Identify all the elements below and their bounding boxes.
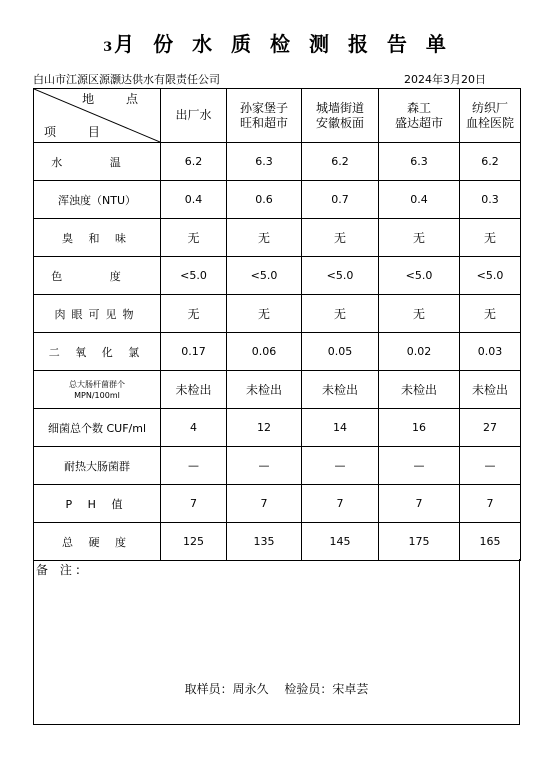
value-cell: <5.0 xyxy=(460,257,521,295)
report-date: 2024年3月20日 xyxy=(404,73,486,86)
value-cell: 12 xyxy=(227,409,302,447)
value-cell: 未检出 xyxy=(227,371,302,409)
value-cell: <5.0 xyxy=(161,257,227,295)
value-cell: 无 xyxy=(161,219,227,257)
value-cell: 6.2 xyxy=(460,143,521,181)
value-cell: 6.3 xyxy=(379,143,460,181)
item-label: P H 值 xyxy=(34,485,161,523)
value-cell: 无 xyxy=(460,295,521,333)
value-cell: 135 xyxy=(227,523,302,561)
location-header: 纺织厂 血栓医院 xyxy=(460,89,521,143)
value-cell: 无 xyxy=(302,295,379,333)
table-row-total-coliform xyxy=(34,371,521,409)
header-row xyxy=(34,89,521,143)
value-cell: — xyxy=(161,447,227,485)
item-label: 总大肠杆菌群个 MPN/100ml xyxy=(34,371,161,409)
table-row-chlorine-dioxide xyxy=(34,333,521,371)
report-title-text: 月 份 水 质 检 测 报 告 单 xyxy=(114,32,452,56)
report-month: 3 xyxy=(103,40,113,55)
table-row-water-temp xyxy=(34,143,521,181)
value-cell: 6.2 xyxy=(161,143,227,181)
value-cell: 0.7 xyxy=(302,181,379,219)
location-corner-label: 地 点 xyxy=(82,92,152,106)
table-row-odor xyxy=(34,219,521,257)
value-cell: — xyxy=(227,447,302,485)
value-cell: 无 xyxy=(379,219,460,257)
value-cell: 无 xyxy=(227,295,302,333)
inspector-name: 检验员：宋卓芸 xyxy=(284,682,369,696)
value-cell: <5.0 xyxy=(379,257,460,295)
value-cell: 27 xyxy=(460,409,521,447)
report-title xyxy=(0,28,555,57)
location-header: 城墙街道 安徽板面 xyxy=(302,89,379,143)
sampler-name: 取样员：周永久 xyxy=(184,682,269,696)
value-cell: 未检出 xyxy=(379,371,460,409)
value-cell: 0.06 xyxy=(227,333,302,371)
company-name: 白山市江源区源灏达供水有限责任公司 xyxy=(33,73,220,86)
location-header: 孙家堡子 旺和超市 xyxy=(227,89,302,143)
item-label: 总 硬 度 xyxy=(34,523,161,561)
item-label: 浑浊度（NTU） xyxy=(34,181,161,219)
value-cell: 16 xyxy=(379,409,460,447)
item-label: 二 氧 化 氯 xyxy=(34,333,161,371)
value-cell: 145 xyxy=(302,523,379,561)
item-label: 色 度 xyxy=(34,257,161,295)
value-cell: 0.4 xyxy=(161,181,227,219)
value-cell: 未检出 xyxy=(161,371,227,409)
table-row-thermotolerant-coliform xyxy=(34,447,521,485)
value-cell: 7 xyxy=(379,485,460,523)
value-cell: 0.17 xyxy=(161,333,227,371)
value-cell: 14 xyxy=(302,409,379,447)
item-label: 细菌总个数 CUF/ml xyxy=(34,409,161,447)
value-cell: — xyxy=(460,447,521,485)
water-quality-table xyxy=(33,88,521,561)
value-cell: 6.2 xyxy=(302,143,379,181)
remarks-box xyxy=(33,559,520,725)
value-cell: 无 xyxy=(161,295,227,333)
value-cell: — xyxy=(379,447,460,485)
value-cell: 0.3 xyxy=(460,181,521,219)
value-cell: <5.0 xyxy=(302,257,379,295)
item-label: 臭 和 味 xyxy=(34,219,161,257)
value-cell: 无 xyxy=(302,219,379,257)
value-cell: 7 xyxy=(161,485,227,523)
value-cell: 无 xyxy=(227,219,302,257)
value-cell: 0.6 xyxy=(227,181,302,219)
value-cell: 165 xyxy=(460,523,521,561)
value-cell: 4 xyxy=(161,409,227,447)
table-row-visible-matter xyxy=(34,295,521,333)
table-row-color xyxy=(34,257,521,295)
item-label: 肉眼可见物 xyxy=(34,295,161,333)
value-cell: 0.03 xyxy=(460,333,521,371)
table-row-ph xyxy=(34,485,521,523)
value-cell: <5.0 xyxy=(227,257,302,295)
location-header: 森工 盛达超市 xyxy=(379,89,460,143)
value-cell: 0.05 xyxy=(302,333,379,371)
table-row-turbidity xyxy=(34,181,521,219)
value-cell: 无 xyxy=(379,295,460,333)
value-cell: 6.3 xyxy=(227,143,302,181)
table-row-bacteria-count xyxy=(34,409,521,447)
value-cell: — xyxy=(302,447,379,485)
value-cell: 0.02 xyxy=(379,333,460,371)
value-cell: 175 xyxy=(379,523,460,561)
value-cell: 7 xyxy=(302,485,379,523)
corner-cell xyxy=(34,89,161,143)
value-cell: 7 xyxy=(460,485,521,523)
item-corner-label: 项 目 xyxy=(44,125,114,139)
value-cell: 未检出 xyxy=(302,371,379,409)
signature-line xyxy=(34,680,519,697)
item-label: 水 温 xyxy=(34,143,161,181)
remarks-label: 备 注: xyxy=(36,563,84,577)
value-cell: 无 xyxy=(460,219,521,257)
value-cell: 125 xyxy=(161,523,227,561)
location-header: 出厂水 xyxy=(161,89,227,143)
table-row-hardness xyxy=(34,523,521,561)
item-label: 耐热大肠菌群 xyxy=(34,447,161,485)
value-cell: 未检出 xyxy=(460,371,521,409)
value-cell: 7 xyxy=(227,485,302,523)
value-cell: 0.4 xyxy=(379,181,460,219)
